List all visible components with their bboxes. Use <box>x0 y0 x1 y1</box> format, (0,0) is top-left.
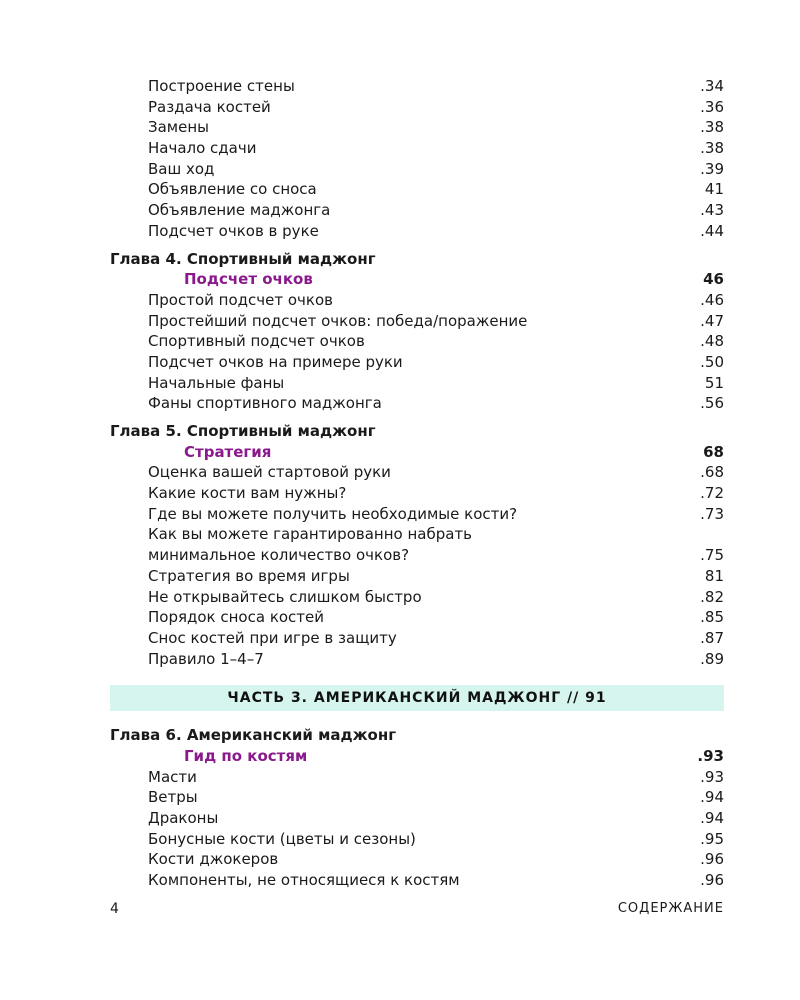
toc-entry-title: Бонусные кости (цветы и сезоны) <box>148 829 416 848</box>
toc-entry[interactable] <box>110 649 724 670</box>
toc-entry[interactable] <box>110 76 724 97</box>
toc-entry-title: Как вы можете гарантированно набрать <box>148 525 473 544</box>
toc-entry[interactable] <box>110 628 724 649</box>
toc-entry[interactable] <box>110 849 724 870</box>
page-number: 4 <box>110 901 119 917</box>
toc-entry[interactable] <box>110 117 724 138</box>
toc-entry-page: .46 <box>700 290 724 309</box>
toc-entry-title: Правило 1–4–7 <box>148 649 264 668</box>
toc-entry-page: .34 <box>700 77 724 95</box>
chapter-page: 46 <box>703 270 724 289</box>
toc-entry-title: Фаны спортивного маджонга <box>148 394 382 413</box>
part-heading-band[interactable]: ЧАСТЬ 3. АМЕРИКАНСКИЙ МАДЖОНГ // 91 <box>110 685 724 711</box>
chapter-subtitle: Подсчет очков <box>184 270 313 289</box>
toc-entry[interactable] <box>110 566 724 587</box>
toc-entry-title: Ветры <box>148 788 198 807</box>
toc-entry-page: .75 <box>700 546 724 565</box>
chapter-heading: Глава 4. Спортивный маджонг <box>110 249 376 268</box>
toc-entry-title: Объявление со сноса <box>148 180 317 199</box>
toc-entry-title: Объявление маджонга <box>148 201 331 220</box>
toc-entry-title: Простой подсчет очков <box>148 290 333 309</box>
toc-entry-page: 81 <box>704 566 724 585</box>
toc-entry-page: .50 <box>700 352 724 371</box>
toc-entry-page: .94 <box>700 809 724 827</box>
toc-entry[interactable] <box>110 504 724 525</box>
toc-entry-page: .72 <box>700 484 724 503</box>
table-of-contents <box>110 76 724 891</box>
toc-entry[interactable] <box>110 373 724 394</box>
toc-entry-title: Подсчет очков на примере руки <box>148 352 403 371</box>
toc-entry[interactable] <box>110 483 724 504</box>
toc-entry-title: Компоненты, не относящиеся к костям <box>148 871 460 890</box>
toc-entry-page: .94 <box>700 788 724 807</box>
toc-entry-title: Раздача костей <box>148 97 271 116</box>
toc-entry-page: .96 <box>700 850 724 869</box>
toc-entry-title: Какие кости вам нужны? <box>148 484 347 503</box>
chapter-subtitle-entry[interactable] <box>110 269 724 290</box>
toc-entry[interactable] <box>110 545 724 566</box>
toc-entry[interactable] <box>110 138 724 159</box>
toc-entry-title: Оценка вашей стартовой руки <box>148 463 391 482</box>
toc-entry-title: Подсчет очков в руке <box>148 221 319 240</box>
toc-entry[interactable] <box>110 290 724 311</box>
toc-entry-page: .38 <box>700 139 724 158</box>
toc-entry-page: .68 <box>700 463 724 482</box>
toc-entry-title: Кости джокеров <box>148 850 279 869</box>
toc-entry[interactable] <box>110 607 724 628</box>
toc-entry[interactable] <box>110 311 724 332</box>
toc-entry-page: .43 <box>700 201 724 220</box>
footer-section-name: СОДЕРЖАНИЕ <box>617 901 724 916</box>
toc-entry-title: Масти <box>148 767 197 786</box>
toc-entry-page: .85 <box>700 608 724 627</box>
toc-entry-title: Где вы можете получить необходимые кости? <box>148 504 518 523</box>
chapter-heading: Глава 5. Спортивный маджонг <box>110 422 376 440</box>
toc-entry-title: Простейший подсчет очков: победа/поражение <box>148 311 528 330</box>
toc-entry-page: .87 <box>700 628 724 647</box>
toc-entry-page: .89 <box>700 649 724 668</box>
toc-entry-title: Начальные фаны <box>148 373 285 392</box>
toc-entry[interactable] <box>110 221 724 242</box>
chapter-subtitle-entry[interactable] <box>110 746 724 767</box>
toc-entry-page: .48 <box>700 332 724 351</box>
toc-entry-page: .93 <box>700 767 724 786</box>
toc-entry-title: Снос костей при игре в защиту <box>148 628 397 647</box>
toc-entry[interactable] <box>110 331 724 352</box>
chapter-heading: Глава 6. Американский маджонг <box>110 726 397 745</box>
toc-entry-title: Начало сдачи <box>148 139 257 158</box>
toc-entry-page: .73 <box>700 504 724 523</box>
chapter-subtitle-entry[interactable] <box>110 442 724 463</box>
toc-entry-page: .95 <box>700 829 724 848</box>
toc-entry-title: Драконы <box>148 809 219 827</box>
toc-entry-page: .82 <box>700 587 724 606</box>
toc-entry-title: Спортивный подсчет очков <box>148 332 365 351</box>
toc-entry[interactable] <box>110 393 724 414</box>
toc-entry-page: 51 <box>704 373 724 392</box>
toc-entry-page: .47 <box>700 311 724 330</box>
toc-entry[interactable] <box>110 787 724 808</box>
toc-entry[interactable] <box>110 159 724 180</box>
toc-entry[interactable] <box>110 808 724 829</box>
toc-entry-title: минимальное количество очков? <box>148 546 410 565</box>
toc-entry[interactable] <box>110 200 724 221</box>
toc-entry-title: Замены <box>148 118 210 137</box>
chapter-page: .93 <box>697 746 724 765</box>
toc-entry[interactable] <box>110 524 724 545</box>
toc-entry-page: 41 <box>704 180 724 199</box>
toc-entry-page: .96 <box>700 871 724 890</box>
toc-entry-title: Не открывайтесь слишком быстро <box>148 587 422 606</box>
chapter-page: 68 <box>703 442 724 461</box>
toc-entry-title: Построение стены <box>148 77 295 95</box>
toc-entry[interactable] <box>110 97 724 118</box>
toc-entry[interactable] <box>110 352 724 373</box>
toc-entry[interactable] <box>110 767 724 788</box>
toc-entry-page: .39 <box>700 159 724 178</box>
toc-entry[interactable] <box>110 587 724 608</box>
toc-entry-title: Стратегия во время игры <box>148 566 350 585</box>
toc-entry-title: Порядок сноса костей <box>148 608 325 627</box>
toc-entry-page: .56 <box>700 394 724 413</box>
toc-entry[interactable] <box>110 179 724 200</box>
page-footer <box>110 901 724 917</box>
spacer <box>110 711 724 725</box>
toc-entry-page: .36 <box>700 97 724 116</box>
toc-entry[interactable] <box>110 462 724 483</box>
toc-entry-page: .38 <box>700 118 724 137</box>
toc-entry[interactable] <box>110 870 724 891</box>
toc-entry[interactable] <box>110 829 724 850</box>
toc-entry-title: Ваш ход <box>148 159 215 178</box>
chapter-subtitle: Стратегия <box>184 442 272 461</box>
toc-entry-page: .44 <box>700 221 724 240</box>
chapter-subtitle: Гид по костям <box>184 746 308 765</box>
